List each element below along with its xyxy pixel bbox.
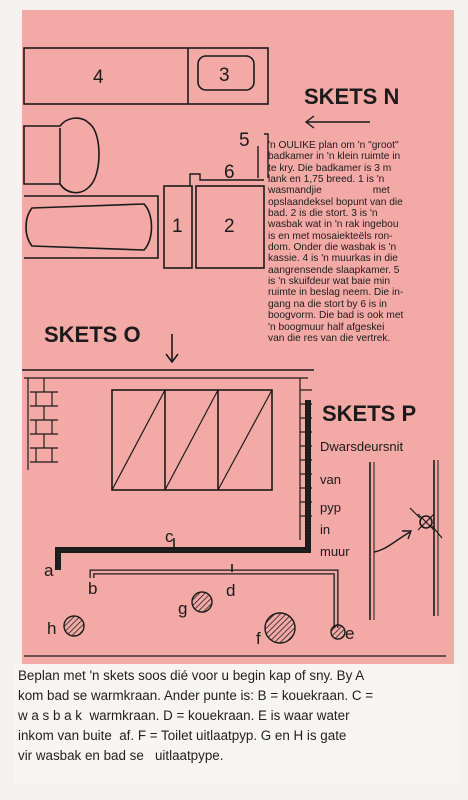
label-4: 4 bbox=[93, 67, 104, 88]
caption-line: inkom van buite af. F = Toilet uitlaatpyp. G en H is gate bbox=[18, 728, 347, 743]
label-a: a bbox=[44, 561, 54, 580]
paragraph-line: opslaandeksel bopunt van die bbox=[268, 196, 403, 208]
sketch-o-plan bbox=[22, 334, 446, 656]
sketch-p-word-van: van bbox=[320, 472, 341, 487]
label-1: 1 bbox=[172, 216, 183, 237]
label-e: e bbox=[345, 624, 355, 643]
caption-line: w a s b a k warmkraan. D = kouekraan. E is waar water bbox=[18, 708, 350, 723]
paragraph-line: wasmandjie met bbox=[268, 185, 390, 197]
arrow-left-icon bbox=[306, 116, 370, 128]
caption-line: Beplan met 'n skets soos dié voor u begin kap of sny. By A bbox=[18, 668, 365, 683]
paragraph-line: ruimte in beslag neem. Die in- bbox=[268, 287, 404, 299]
paragraph-line: dom. Onder die wasbak is 'n bbox=[268, 242, 397, 254]
label-h: h bbox=[47, 619, 57, 638]
caption-line: kom bad se warmkraan. Ander punte is: B = kouekraan. C = bbox=[18, 688, 374, 703]
label-g: g bbox=[178, 599, 188, 618]
toilet-shape bbox=[24, 118, 99, 193]
label-3: 3 bbox=[219, 65, 230, 86]
label-2: 2 bbox=[224, 216, 235, 237]
paragraph-line: is 'n skuifdeur wat baie min bbox=[268, 276, 390, 288]
sketch-p-section bbox=[370, 460, 442, 620]
paragraph-line: lank en 1,75 breed. 1 is 'n bbox=[268, 174, 385, 186]
paragraph-line: 'n boogmuur half afgeskei bbox=[268, 321, 385, 333]
sketch-p-word-in: in bbox=[320, 522, 331, 537]
water-inlet-e bbox=[331, 625, 345, 639]
sketch-p-subtitle: Dwarsdeursnit bbox=[320, 439, 404, 454]
bath-tub bbox=[26, 204, 152, 250]
paragraph-line: 'n OULIKE plan om 'n "groot" bbox=[268, 140, 399, 151]
description-paragraph bbox=[268, 140, 446, 344]
sketch-n-title: SKETS N bbox=[304, 84, 400, 109]
paragraph-line: te kry. Die badkamer is 3 m bbox=[268, 162, 392, 174]
caption-line: vir wasbak en bad se uitlaatpype. bbox=[18, 748, 224, 763]
label-d: d bbox=[226, 581, 236, 600]
paragraph-line: wasbak wat in 'n rak ingebou bbox=[268, 219, 399, 231]
label-6: 6 bbox=[224, 162, 235, 183]
drain-h bbox=[64, 616, 84, 636]
label-5: 5 bbox=[239, 130, 250, 151]
label-b: b bbox=[88, 579, 98, 598]
paragraph-line: bad. 2 is die stort. 3 is 'n bbox=[268, 208, 378, 220]
paragraph-line: gang na die stort by 6 is in bbox=[268, 298, 387, 310]
sketch-o-title: SKETS O bbox=[44, 322, 141, 347]
paragraph-line: is en met mosaiekteëls ron- bbox=[268, 230, 393, 242]
drain-g bbox=[192, 592, 212, 612]
paragraph-line: van die res van die vertrek. bbox=[268, 332, 391, 344]
paragraph-line: badkamer in 'n klein ruimte in bbox=[268, 151, 401, 163]
sketch-p-word-muur: muur bbox=[320, 544, 350, 559]
label-f: f bbox=[256, 629, 261, 648]
toilet-outlet-f bbox=[265, 613, 295, 643]
paragraph-line: kassie. 4 is 'n muurkas in die bbox=[268, 253, 398, 265]
label-c: c bbox=[165, 527, 174, 546]
paragraph-line: boogvorm. Die bad is ook met bbox=[268, 310, 404, 322]
sketch-p-title: SKETS P bbox=[322, 401, 417, 426]
sketch-p-word-pyp: pyp bbox=[320, 500, 341, 515]
paragraph-line: aangrensende slaapkamer. 5 bbox=[268, 264, 400, 276]
